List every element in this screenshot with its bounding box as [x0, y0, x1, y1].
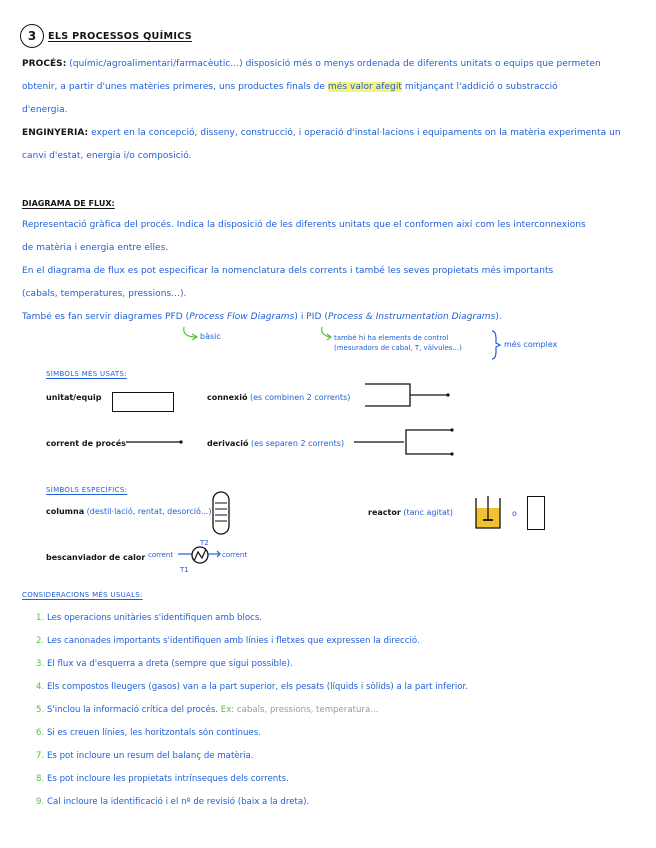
reactor-tank-symbol: [472, 494, 504, 532]
note-complex: més complex: [504, 340, 558, 349]
list-number: 4.: [36, 682, 45, 692]
enginyeria-paragraph: [22, 122, 642, 168]
proces-line2-b: mitjançant l'addició o substracció: [404, 82, 558, 92]
diagrama-line5-a: També es fan servir diagrames PFD (: [22, 312, 190, 322]
diagrama-paragraph: [22, 214, 642, 329]
list-number: 5.: [36, 705, 45, 715]
columna-symbol: [210, 490, 234, 536]
corrent-label: corrent de procés: [46, 439, 126, 448]
proces-line2-a: obtenir, a partir d'unes matèries primeres, uns productes finals de: [22, 82, 325, 92]
note-basic: bàsic: [200, 332, 221, 341]
diagrama-line3: En el diagrama de flux es pot especificar la nomenclatura dels corrents i també les seves propietats més importants: [22, 266, 554, 276]
bescanviador-label: bescanviador de calor: [46, 553, 146, 562]
diagrama-line5-b: ) i PID (: [294, 312, 328, 322]
list-number: 9.: [36, 797, 45, 807]
connexio-symbol: [360, 378, 460, 412]
reactor-note: (tanc agitat): [403, 508, 453, 517]
list-item: [36, 680, 636, 694]
list-item: [36, 726, 636, 740]
section-number: 3: [27, 29, 37, 43]
list-text: Si es creuen línies, les horitzontals són contínues.: [46, 728, 261, 738]
list-text: Els compostos lleugers (gasos) van a la part superior, els pesats (líquids i sòlids) a la part inferior.: [46, 682, 469, 692]
connexio-label: connexió: [207, 393, 248, 402]
list-text: S'inclou la informació crítica del procés.: [46, 705, 219, 715]
bescanviador-in: corrent: [148, 551, 174, 559]
list-number: 1.: [36, 613, 45, 623]
derivacio-row: [207, 439, 344, 448]
proces-line3: d'energia.: [22, 105, 68, 115]
list-item: [36, 772, 636, 786]
section-number-circle: [20, 24, 44, 48]
connexio-note: (es combinen 2 corrents): [250, 393, 351, 402]
enginyeria-line1: expert en la concepció, disseny, construcció, i operació d'instal·lacions i equipaments on la matèria experimenta un: [91, 128, 621, 138]
t2-label: T2: [200, 539, 209, 547]
list-text: Cal incloure la identificació i el nº de revisió (baix a la dreta).: [46, 797, 310, 807]
note-pid-1: també hi ha elements de control: [334, 334, 449, 342]
proces-line1: (químic/agroalimentari/farmacèutic...) disposició més o menys ordenada de diferents unitats o equips que permeten: [69, 59, 601, 69]
list-item: [36, 611, 636, 625]
derivacio-note: (es separen 2 corrents): [250, 439, 345, 448]
diagrama-line4: (cabals, temperatures, pressions...).: [22, 289, 187, 299]
list-number: 6.: [36, 728, 45, 738]
list-item: [36, 703, 636, 717]
list-item: [36, 749, 636, 763]
diagrama-line5-c: ).: [495, 312, 502, 322]
symbols-common-heading: SÍMBOLS MÉS USATS:: [46, 370, 127, 378]
corrent-symbol: [124, 435, 186, 449]
diagrama-line2: de matèria i energia entre elles.: [22, 243, 169, 253]
list-item: [36, 657, 636, 671]
enginyeria-term: ENGINYERIA:: [22, 128, 89, 138]
derivacio-label: derivació: [207, 439, 249, 448]
reactor-or: o: [512, 509, 517, 518]
pfd-expansion: Process Flow Diagrams: [189, 312, 295, 322]
list-number: 8.: [36, 774, 45, 784]
pid-expansion: Process & Instrumentation Diagrams: [327, 312, 496, 322]
diagrama-line1: Representació gràfica del procés. Indica la disposició de les diferents unitats que el conformen així com les interconnexions: [22, 220, 586, 230]
columna-label: columna: [46, 507, 85, 516]
list-text: Es pot incloure les propietats intrínseques dels corrents.: [46, 774, 289, 784]
reactor-box-symbol: [527, 496, 545, 530]
list-number: 2.: [36, 636, 45, 646]
enginyeria-line2: canvi d'estat, energia i/o composició.: [22, 151, 192, 161]
unit-equip-symbol: [112, 392, 174, 412]
example-label: Ex:: [220, 705, 235, 715]
proces-highlight: més valor afegit: [327, 82, 402, 92]
list-text: Les operacions unitàries s'identifiquen amb blocs.: [46, 613, 263, 623]
page-title: ELS PROCESSOS QUÍMICS: [48, 31, 192, 42]
columna-note: (destil·lació, rentat, desorció...): [86, 507, 212, 516]
list-text: Es pot incloure un resum del balanç de matèria.: [46, 751, 254, 761]
considerations-heading: CONSIDERACIONS MÉS USUALS:: [22, 591, 143, 599]
list-text: El flux va d'esquerra a dreta (sempre que sigui possible).: [46, 659, 293, 669]
bescanviador-out: corrent: [222, 551, 248, 559]
list-item: [36, 634, 636, 648]
reactor-row: [368, 508, 453, 517]
example-text: cabals, pressions, temperatura...: [236, 705, 379, 715]
list-number: 3.: [36, 659, 45, 669]
columna-row: [46, 507, 211, 516]
list-text: Les canonades importants s'identifiquen amb línies i fletxes que expressen la direcció.: [46, 636, 420, 646]
note-pid-2: (mesuradors de cabal, T, vàlvules...): [334, 344, 462, 352]
unit-equip-label: unitat/equip: [46, 393, 102, 402]
symbols-specific-heading: SÍMBOLS ESPECÍFICS:: [46, 486, 128, 494]
reactor-label: reactor: [368, 508, 401, 517]
t1-label: T1: [180, 566, 189, 574]
derivacio-symbol: [352, 424, 462, 460]
diagrama-heading: DIAGRAMA DE FLUX:: [22, 199, 115, 208]
connexio-row: [207, 393, 350, 402]
note-pid: [334, 333, 462, 353]
considerations-list: [36, 611, 636, 818]
proces-paragraph: [22, 53, 642, 122]
list-number: 7.: [36, 751, 45, 761]
proces-term: PROCÉS:: [22, 59, 67, 69]
list-item: [36, 795, 636, 809]
